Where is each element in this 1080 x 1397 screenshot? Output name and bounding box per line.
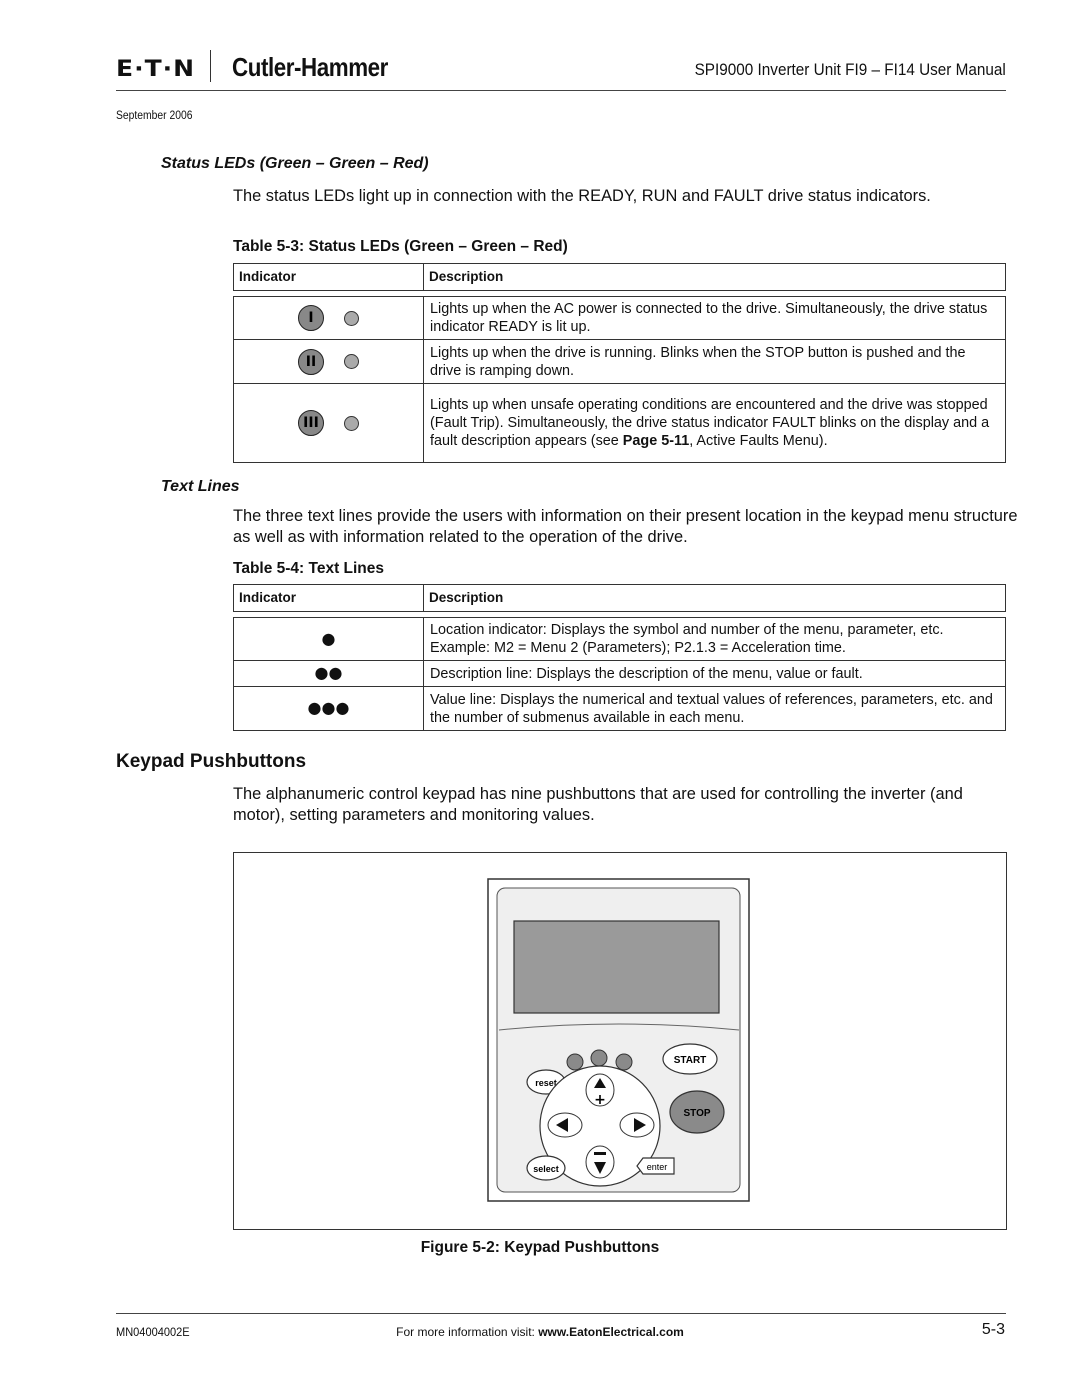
table-row (234, 384, 1006, 463)
keypad-intro: The alphanumeric control keypad has nine pushbuttons that are used for controlling the inverter (and motor), setting parameters and monitoring values. (233, 785, 963, 824)
one-dot-icon: ● (321, 628, 336, 648)
plus-icon: + (594, 1092, 606, 1108)
status-leds-table-header (233, 263, 1006, 291)
table-row (234, 297, 1006, 340)
logo-divider (210, 50, 211, 82)
two-dots-icon: ●● (314, 663, 343, 682)
column-header-indicator: Indicator (234, 585, 424, 612)
led-icon (344, 311, 359, 326)
led-icon (591, 1050, 607, 1066)
indicator-cell (234, 687, 424, 731)
reset-label: reset (535, 1078, 557, 1088)
footer-rule (116, 1313, 1006, 1314)
down-minus-button[interactable] (586, 1146, 614, 1178)
led-icon (567, 1054, 583, 1070)
eaton-logo: E·T·N (116, 55, 196, 82)
text-lines-intro: The three text lines provide the users with information on their present location in the keypad menu structure as well as with information related to the operation of the drive. (233, 507, 1018, 546)
status-led-run-icon: II (298, 349, 324, 375)
status-led-fault-icon: III (298, 410, 324, 436)
stop-label: STOP (683, 1108, 711, 1119)
document-number: MN04004002E (116, 1325, 190, 1339)
status-leds-table (233, 296, 1006, 463)
column-header-description: Description (424, 264, 1006, 291)
start-button[interactable] (663, 1044, 717, 1074)
brand-name: Cutler-Hammer (232, 52, 388, 82)
left-button[interactable] (548, 1113, 582, 1137)
keypad-illustration (487, 878, 751, 1204)
enter-button[interactable] (637, 1158, 674, 1174)
text-lines-table (233, 617, 1006, 731)
status-led-ready-icon: I (298, 305, 324, 331)
keypad-heading: Keypad Pushbuttons (116, 751, 307, 772)
lcd-display (514, 921, 719, 1013)
column-header-indicator: Indicator (234, 264, 424, 291)
column-header-description: Description (424, 585, 1006, 612)
table-row (234, 661, 1006, 687)
description-cell: Lights up when the drive is running. Blinks when the STOP button is pushed and the drive is ramping down. (424, 340, 1006, 384)
footer-info: For more information visit: www.EatonElectrical.com (396, 1325, 684, 1339)
led-icon (344, 416, 359, 431)
description-cell: Description line: Displays the description of the menu, value or fault. (424, 661, 1006, 687)
text-lines-heading: Text Lines (161, 478, 240, 495)
website-link[interactable]: www.EatonElectrical.com (538, 1325, 684, 1339)
select-label: select (533, 1164, 559, 1174)
text-lines-table-header (233, 584, 1006, 612)
start-label: START (673, 1055, 707, 1066)
description-cell: Value line: Displays the numerical and textual values of references, parameters, etc. and the number of submenus available in each menu. (424, 687, 1006, 731)
right-button[interactable] (620, 1113, 654, 1137)
status-leds-table-title: Table 5-3: Status LEDs (Green – Green – Red) (233, 238, 568, 255)
enter-label: enter (646, 1162, 668, 1172)
description-cell: Lights up when unsafe operating conditions are encountered and the drive was stopped (Fault Trip). Simultaneously, the drive status indicator FAULT blinks on the display and a fault description appears (see Page 5-11, Active Faults Menu). (424, 384, 1006, 463)
led-icon (616, 1054, 632, 1070)
header-rule (116, 90, 1006, 91)
figure-caption: Figure 5-2: Keypad Pushbuttons (420, 1239, 660, 1256)
indicator-cell (234, 340, 424, 384)
manual-title: SPI9000 Inverter Unit FI9 – FI14 User Manual (694, 60, 1006, 79)
text-lines-table-title: Table 5-4: Text Lines (233, 560, 385, 577)
stop-button[interactable] (670, 1091, 724, 1133)
publish-date: September 2006 (116, 110, 193, 122)
table-row (234, 340, 1006, 384)
indicator-cell (234, 384, 424, 463)
three-dots-icon: ●●● (307, 698, 350, 717)
minus-icon (594, 1152, 606, 1155)
page-number: 5-3 (981, 1321, 1005, 1338)
table-row (234, 618, 1006, 661)
indicator-cell (234, 661, 424, 687)
description-cell: Location indicator: Displays the symbol and number of the menu, parameter, etc. Example: M2 = Menu 2 (Parameters); P2.1.3 = Acceleration time. (424, 618, 1006, 661)
status-leds-heading: Status LEDs (Green – Green – Red) (161, 155, 429, 172)
led-icon (344, 354, 359, 369)
table-row (234, 687, 1006, 731)
description-cell: Lights up when the AC power is connected to the drive. Simultaneously, the drive status indicator READY is lit up. (424, 297, 1006, 340)
indicator-cell (234, 297, 424, 340)
select-button[interactable] (527, 1156, 565, 1180)
indicator-cell (234, 618, 424, 661)
status-leds-intro: The status LEDs light up in connection with the READY, RUN and FAULT drive status indicators. (233, 187, 931, 205)
page-link[interactable]: Page 5-11 (622, 433, 690, 449)
